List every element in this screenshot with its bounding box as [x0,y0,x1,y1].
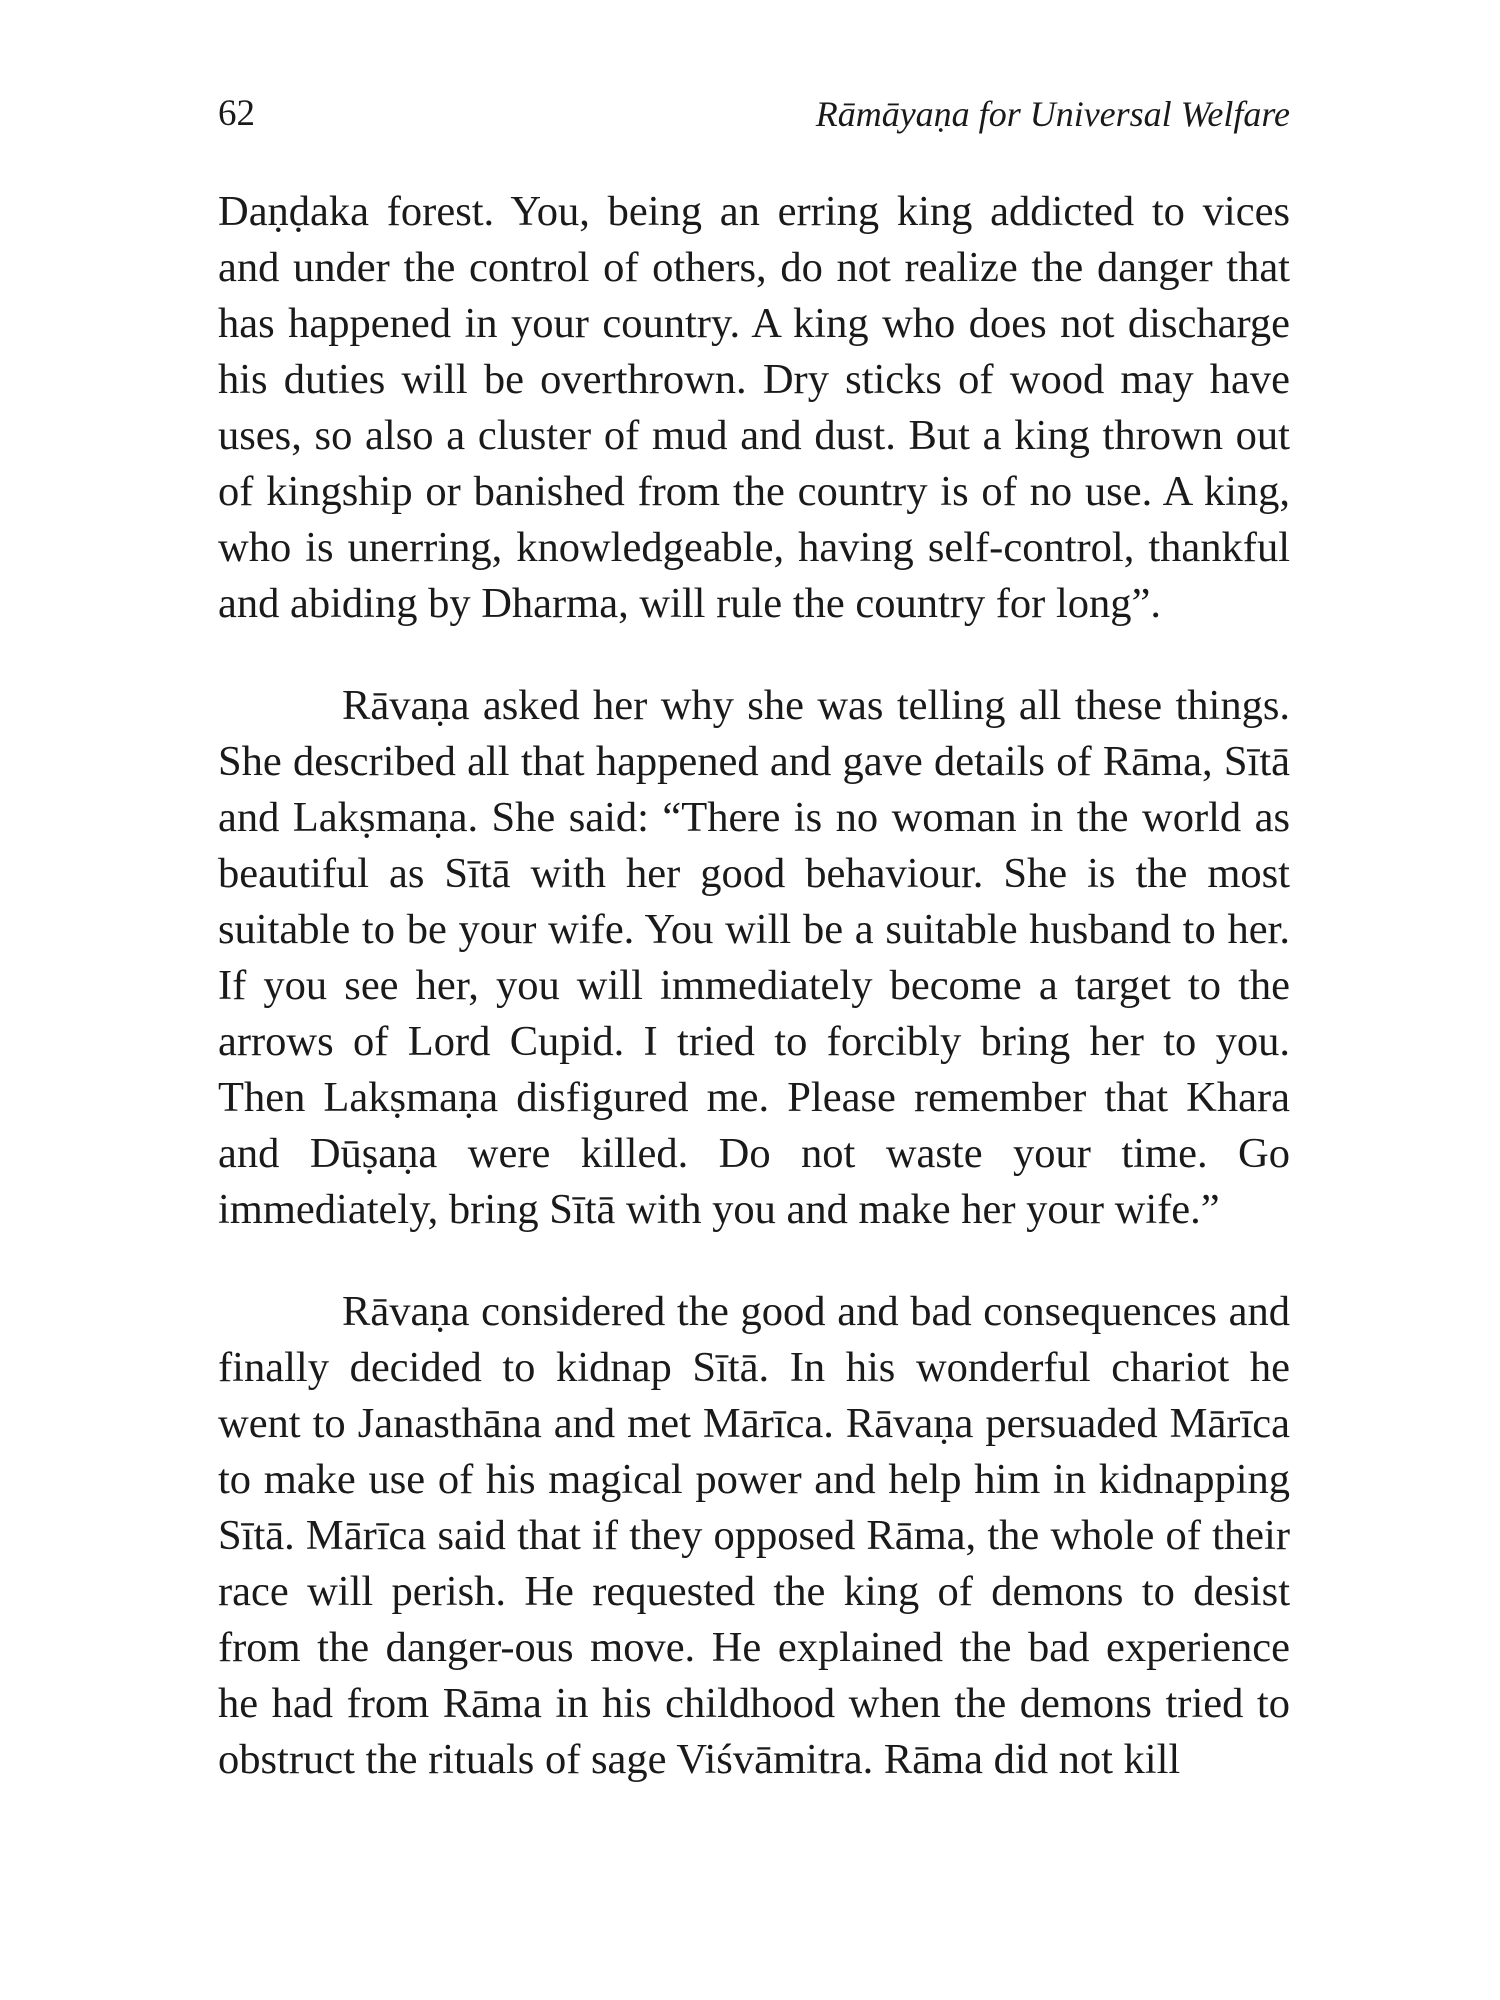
page-header [218,84,1290,144]
paragraph-1: Daṇḍaka forest. You, being an erring king addicted to vices and under the control of others, do not realize the danger that has happened in your country. A king who does not discharge his duties will be overthrown. Dry sticks of wood may have uses, so also a cluster of mud and dust. But a king thrown out of kingship or banished from the country is of no use. A king, who is unerring, knowledgeable, having self-control, thankful and abiding by Dharma, will rule the country for long”. [218,188,1290,627]
page-number: 62 [218,93,255,134]
paragraph-2: Rāvaṇa asked her why she was telling all these things. She described all that happened and gave details of Rāma, Sītā and Lakṣmaṇa. She said: “There is no woman in the world as beautiful as Sītā with her good behaviour. She is the most suitable to be your wife. You will be a suitable husband to her. If you see her, you will immediately become a target to the arrows of Lord Cupid. I tried to forcibly bring her to you. Then Lakṣmaṇa disfigured me. Please remember that Khara and Dūṣaṇa were killed. Do not waste your time. Go immediately, bring Sītā with you and make her your wife.” [218,682,1290,1233]
paragraph-3: Rāvaṇa considered the good and bad consequences and finally decided to kidnap Sītā. In his wonderful chariot he went to Janasthāna and met Mārīca. Rāvaṇa persuaded Mārīca to make use of his magical power and help him in kidnapping Sītā. Mārīca said that if they opposed Rāma, the whole of their race will perish. He requested the king of demons to desist from the danger-ous move. He explained the bad experience he had from Rāma in his childhood when the demons tried to obstruct the rituals of sage Viśvāmitra. Rāma did not kill [218,1288,1290,1783]
running-title: Rāmāyaṇa for Universal Welfare [815,94,1290,134]
body-text [218,184,1290,1788]
